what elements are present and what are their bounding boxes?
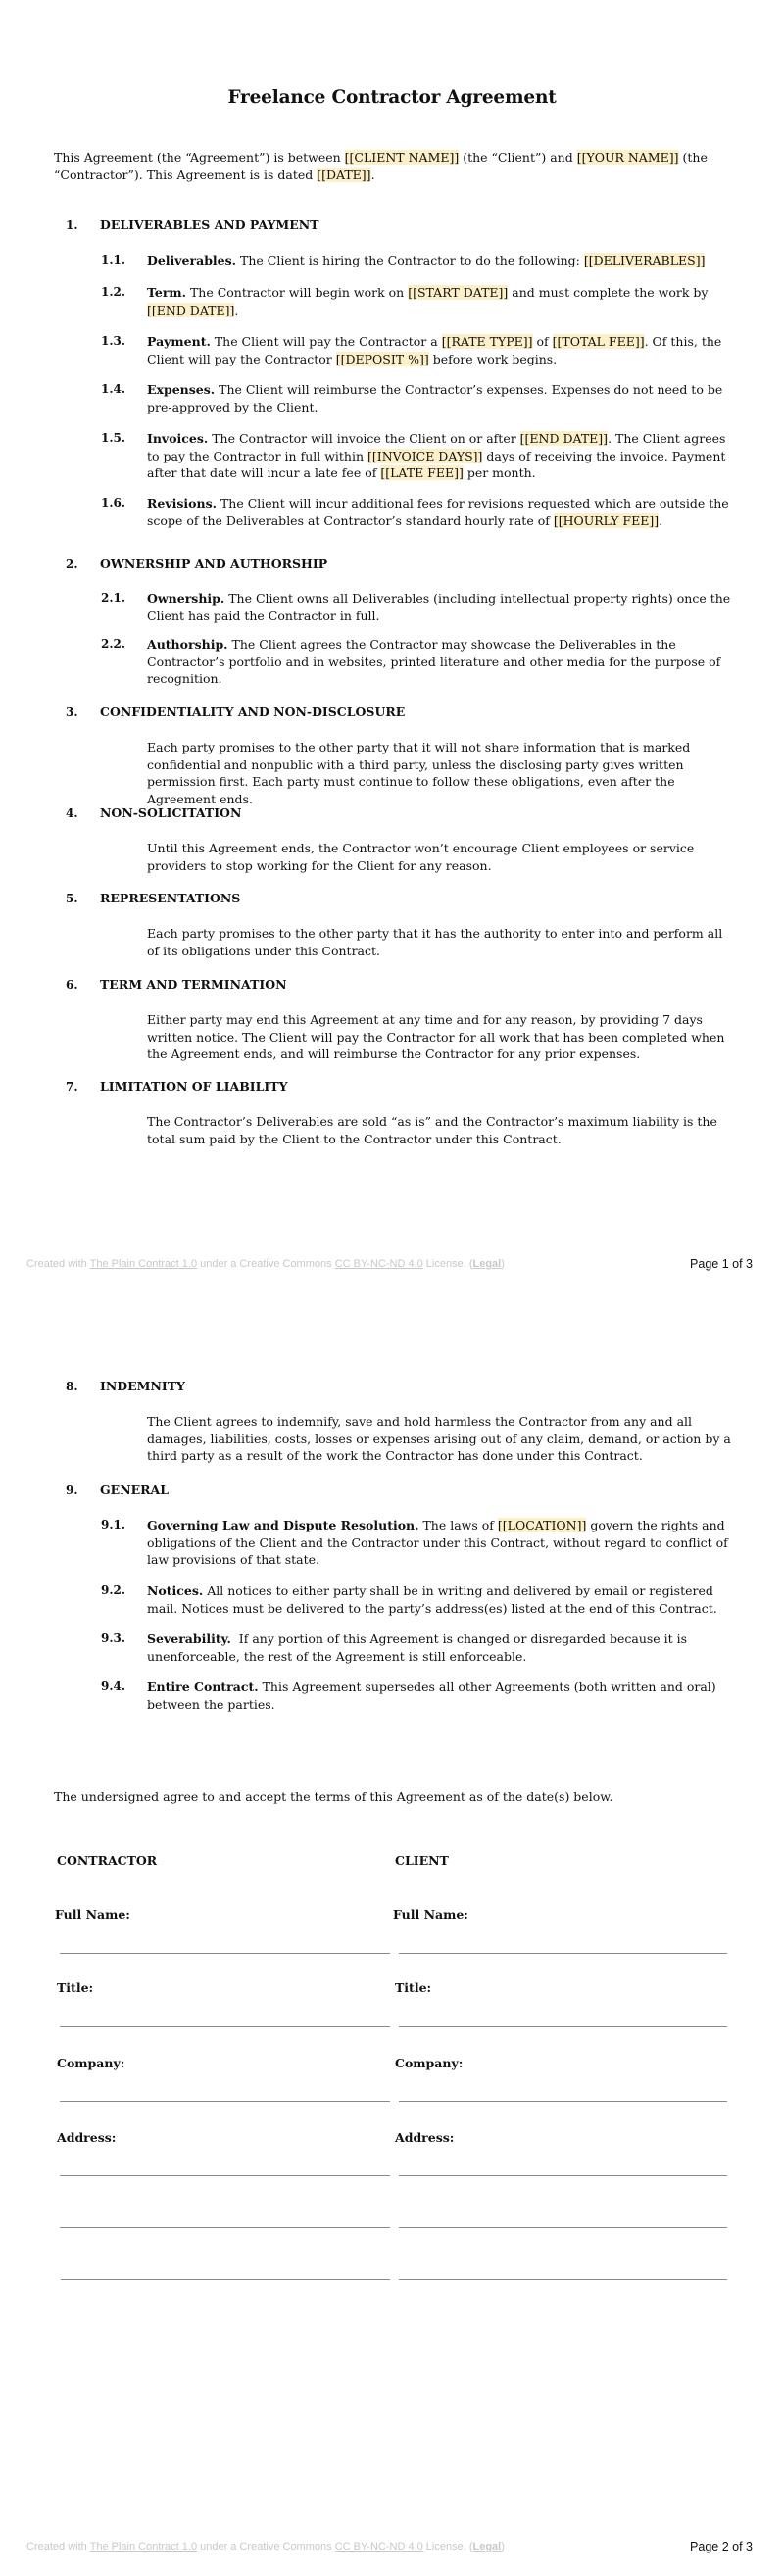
section-title: LIMITATION OF LIABILITY xyxy=(100,1079,288,1094)
client-address-field-1[interactable] xyxy=(399,2175,727,2176)
clause-text: The Client will pay the Contractor a xyxy=(210,334,442,349)
footer-text: ) xyxy=(501,2541,505,2552)
clause-term xyxy=(147,284,735,318)
section-number: 6. xyxy=(66,978,78,992)
footer-text: Created with xyxy=(26,2541,90,2552)
clause-text: of xyxy=(532,334,553,349)
signature-statement: The undersigned agree to and accept the terms of this Agreement as of the date(s) below. xyxy=(54,1789,613,1804)
contractor-address-label: Address: xyxy=(57,2130,117,2145)
clause-text: and must complete the work by xyxy=(508,285,709,300)
placeholder-deposit[interactable]: [[DEPOSIT %]] xyxy=(335,351,429,366)
placeholder-late-fee[interactable]: [[LATE FEE]] xyxy=(380,465,464,480)
clause-number: 1.5. xyxy=(101,431,126,445)
clause-number: 1.3. xyxy=(101,334,126,348)
client-company-field[interactable] xyxy=(399,2101,727,2102)
client-title-field[interactable] xyxy=(399,2026,727,2027)
footer-text: Created with xyxy=(26,1258,90,1270)
clause-heading: Governing Law and Dispute Resolution. xyxy=(147,1518,419,1532)
client-full-name-label: Full Name: xyxy=(393,1907,468,1921)
section-title: REPRESENTATIONS xyxy=(100,891,241,905)
footer-text: ) xyxy=(501,1258,505,1270)
contractor-full-name-label: Full Name: xyxy=(55,1907,130,1921)
footer-text: under a Creative Commons xyxy=(197,2541,335,2552)
clause-text: The Client owns all Deliverables (including intellectual property rights) once the Client has paid the Contractor in full. xyxy=(147,591,731,623)
legal-link[interactable]: Legal xyxy=(472,2541,502,2552)
plain-contract-link[interactable]: The Plain Contract 1.0 xyxy=(89,1258,198,1270)
section-title: TERM AND TERMINATION xyxy=(100,977,287,992)
clause-number: 1.1. xyxy=(101,253,126,267)
section-title: NON-SOLICITATION xyxy=(100,805,242,820)
clause-text: . xyxy=(234,302,239,317)
placeholder-location[interactable]: [[LOCATION]] xyxy=(497,1518,587,1532)
clause-heading: Invoices. xyxy=(147,431,209,446)
contractor-title-label: Title: xyxy=(57,1980,94,1995)
client-heading: CLIENT xyxy=(395,1853,449,1868)
clause-heading: Expenses. xyxy=(147,382,216,397)
clause-payment xyxy=(147,333,735,367)
client-address-field-2[interactable] xyxy=(399,2227,727,2228)
clause-number: 2.2. xyxy=(101,637,126,651)
clause-notices xyxy=(147,1582,735,1617)
page-number: Page 1 of 3 xyxy=(690,1257,753,1271)
placeholder-your-name[interactable]: [[YOUR NAME]] xyxy=(576,150,679,165)
clause-invoices xyxy=(147,430,735,482)
clause-text: The Client will reimburse the Contractor’s expenses. Expenses do not need to be pre-approved by the Client. xyxy=(147,382,723,414)
contractor-address-field-2[interactable] xyxy=(60,2227,390,2228)
clause-heading: Entire Contract. xyxy=(147,1679,259,1694)
clause-heading: Deliverables. xyxy=(147,253,237,267)
plain-contract-link[interactable]: The Plain Contract 1.0 xyxy=(89,2541,198,2552)
clause-text: . The Client agrees to pay the Contractor in full within xyxy=(147,431,726,463)
contractor-title-field[interactable] xyxy=(60,2026,390,2027)
contractor-address-field-3[interactable] xyxy=(61,2279,390,2280)
section-title: CONFIDENTIALITY AND NON-DISCLOSURE xyxy=(100,705,406,719)
clause-text: . Of this, the Client will pay the Contractor xyxy=(147,334,722,366)
clause-heading: Notices. xyxy=(147,1583,204,1598)
license-note xyxy=(26,2541,505,2552)
section-body: Each party promises to the other party that it will not share information that is marked confidential and nonpublic with a third party, unless the disclosing party gives written permission first. Each party must continue to follow these obligations, even after the Agreement ends. xyxy=(147,740,691,806)
placeholder-rate-type[interactable]: [[RATE TYPE]] xyxy=(441,334,533,349)
clause-heading: Revisions. xyxy=(147,496,217,510)
clause-text: This Agreement supersedes all other Agreements (both written and oral) between the parties. xyxy=(147,1679,716,1712)
clause-text: govern the rights and obligations of the Client and the Contractor under this Contract, without regard to conflict of law provisions of that state. xyxy=(147,1518,728,1567)
clause-heading: Authorship. xyxy=(147,637,228,652)
client-address-field-3[interactable] xyxy=(399,2279,727,2280)
clause-text: before work begins. xyxy=(428,351,558,366)
section-title: GENERAL xyxy=(100,1482,170,1497)
intro-paragraph xyxy=(54,149,730,184)
page-number: Page 2 of 3 xyxy=(690,2540,753,2553)
contractor-company-label: Company: xyxy=(57,2056,125,2070)
placeholder-end-date[interactable]: [[END DATE]] xyxy=(147,302,235,317)
clause-entire-contract xyxy=(147,1678,735,1713)
section-body: The Contractor’s Deliverables are sold “as is” and the Contractor’s maximum liability is the total sum paid by the Client to the Contractor under this Contract. xyxy=(147,1114,717,1146)
intro-text: . xyxy=(370,168,375,182)
footer-text: License. ( xyxy=(422,1258,473,1270)
clause-text: The Client is hiring the Contractor to do the following: xyxy=(236,253,584,267)
clause-text: The Contractor will begin work on xyxy=(185,285,409,300)
section-number: 1. xyxy=(66,219,78,232)
clause-text: If any portion of this Agreement is changed or disregarded because it is unenforceable, the rest of the Agreement is still enforceable. xyxy=(147,1631,692,1664)
section-title: OWNERSHIP AND AUTHORSHIP xyxy=(100,557,328,571)
placeholder-total-fee[interactable]: [[TOTAL FEE]] xyxy=(552,334,645,349)
clause-number: 1.4. xyxy=(101,382,126,396)
placeholder-start-date[interactable]: [[START DATE]] xyxy=(408,285,509,300)
clause-text: per month. xyxy=(463,465,536,480)
client-company-label: Company: xyxy=(395,2056,464,2070)
clause-number: 1.6. xyxy=(101,496,126,510)
clause-number: 9.2. xyxy=(101,1583,126,1597)
clause-expenses xyxy=(147,381,735,415)
intro-text: This Agreement (the “Agreement”) is between xyxy=(54,150,345,165)
clause-severability xyxy=(147,1630,735,1665)
contractor-heading: CONTRACTOR xyxy=(57,1853,158,1868)
client-address-label: Address: xyxy=(395,2130,455,2145)
clause-text: All notices to either party shall be in writing and delivered by email or registered mail. Notices must be delivered to the party’s address(es) listed at the end of this Contract. xyxy=(147,1583,717,1616)
section-body: Each party promises to the other party that it has the authority to enter into and perform all of its obligations under this Contract. xyxy=(147,926,723,958)
license-link[interactable]: CC BY-NC-ND 4.0 xyxy=(334,1258,423,1270)
section-body: Either party may end this Agreement at any time and for any reason, by providing 7 days written notice. The Client will pay the Contractor for all work that has been completed when the Agreement ends, and will reimburse the Contractor for any prior expenses. xyxy=(147,1012,725,1061)
clause-heading: Term. xyxy=(147,285,186,300)
document-title: Freelance Contractor Agreement xyxy=(227,87,557,108)
client-title-label: Title: xyxy=(395,1980,432,1995)
clause-number: 9.3. xyxy=(101,1631,126,1645)
section-title: INDEMNITY xyxy=(100,1379,185,1393)
placeholder-deliverables[interactable]: [[DELIVERABLES]] xyxy=(583,253,706,267)
section-number: 9. xyxy=(66,1483,78,1497)
clause-revisions xyxy=(147,495,735,529)
section-body: Until this Agreement ends, the Contractor won’t encourage Client employees or service providers to stop working for the Client for any reason. xyxy=(147,841,695,873)
section-number: 3. xyxy=(66,705,78,719)
clause-text: days of receiving the invoice. Payment after that date will incur a late fee of xyxy=(147,448,726,480)
section-title: DELIVERABLES AND PAYMENT xyxy=(100,218,319,232)
footer-text: License. ( xyxy=(422,2541,473,2552)
clause-heading: Severability. xyxy=(147,1631,231,1646)
placeholder-client-name[interactable]: [[CLIENT NAME]] xyxy=(344,150,460,165)
section-number: 8. xyxy=(66,1380,78,1393)
clause-text: The Contractor will invoice the Client on or after xyxy=(208,431,520,446)
clause-text: The laws of xyxy=(418,1518,498,1532)
intro-text: (the “Client”) and xyxy=(459,150,577,165)
placeholder-end-date[interactable]: [[END DATE]] xyxy=(519,431,609,446)
contractor-address-field-1[interactable] xyxy=(60,2175,390,2176)
clause-number: 2.1. xyxy=(101,591,126,605)
legal-link[interactable]: Legal xyxy=(472,1258,502,1270)
placeholder-invoice-days[interactable]: [[INVOICE DAYS]] xyxy=(368,448,483,463)
placeholder-hourly-fee[interactable]: [[HOURLY FEE]] xyxy=(553,512,660,528)
section-body: The Client agrees to indemnify, save and hold harmless the Contractor from any and all damages, liabilities, costs, losses or expenses arising out of any claim, demand, or action by a third party as a result of the work the Contractor has done under this Contract. xyxy=(147,1414,731,1463)
clause-heading: Ownership. xyxy=(147,591,225,606)
clause-text: The Client will incur additional fees for revisions requested which are outside the scope of the Deliverables at Contractor’s standard hourly rate of xyxy=(147,496,729,528)
clause-ownership xyxy=(147,590,735,624)
license-link[interactable]: CC BY-NC-ND 4.0 xyxy=(334,2541,423,2552)
clause-heading: Payment. xyxy=(147,334,211,349)
license-note xyxy=(26,1258,505,1270)
contractor-company-field[interactable] xyxy=(60,2101,390,2102)
section-number: 2. xyxy=(66,558,78,571)
clause-authorship xyxy=(147,636,735,688)
clause-deliverables xyxy=(147,252,735,269)
clause-number: 9.1. xyxy=(101,1518,126,1531)
clause-governing-law xyxy=(147,1517,735,1569)
section-number: 5. xyxy=(66,892,78,905)
footer-text: under a Creative Commons xyxy=(197,1258,335,1270)
clause-text: . xyxy=(659,512,663,528)
section-number: 7. xyxy=(66,1080,78,1094)
clause-number: 1.2. xyxy=(101,285,126,299)
section-number: 4. xyxy=(66,806,78,820)
contractor-full-name-field[interactable] xyxy=(60,1953,390,1954)
intro-text: (the “Contractor”). This Agreement is is dated xyxy=(54,150,708,182)
placeholder-date[interactable]: [[DATE]] xyxy=(317,168,371,182)
clause-number: 9.4. xyxy=(101,1679,126,1693)
client-full-name-field[interactable] xyxy=(399,1953,727,1954)
clause-text: The Client agrees the Contractor may showcase the Deliverables in the Contractor’s portfolio and in websites, printed literature and other media for the purpose of recognition. xyxy=(147,637,721,686)
